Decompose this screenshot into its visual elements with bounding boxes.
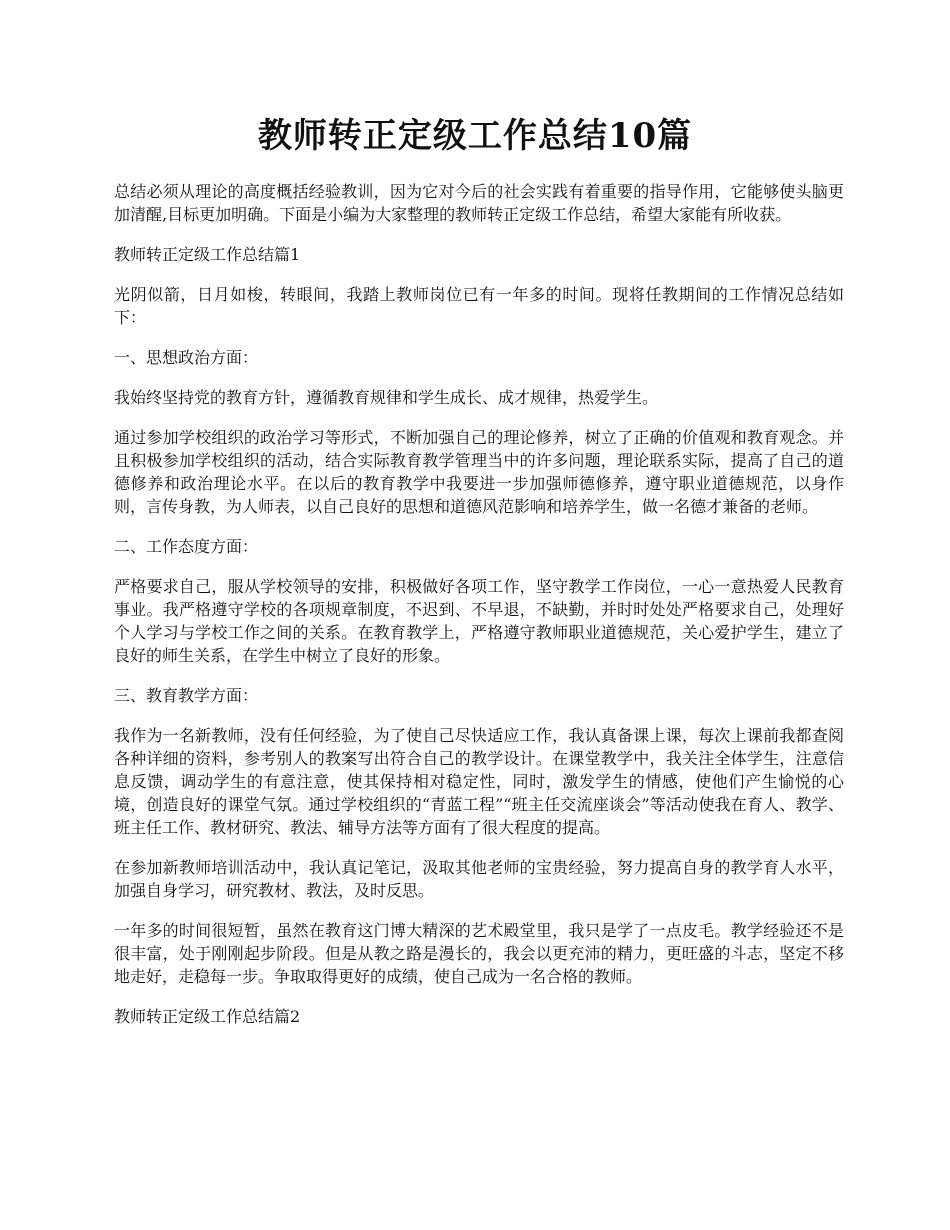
paragraph-political-2: 通过参加学校组织的政治学习等形式，不断加强自己的理论修养，树立了正确的价值观和教育观念。并且积极参加学校组织的活动，结合实际教育教学管理当中的许多问题，理论联系实际，提高了自己的道德修养和政治理论水平。在以后的教育教学中我要进一步加强师德修养，遵守职业道德规范，以身作则，言传身教，为人师表，以自己良好的思想和道德风范影响和培养学生，做一名德才兼备的老师。 (114, 428, 844, 516)
paragraph-political-1: 我始终坚持党的教育方针，遵循教育规律和学生成长、成才规律，热爱学生。 (114, 388, 659, 407)
opening-paragraph: 光阴似箭，日月如梭，转眼间，我踏上教师岗位已有一年多的时间。现将任教期间的工作情况总结如下： (114, 285, 844, 327)
heading-attitude: 二、工作态度方面： (114, 537, 259, 556)
section-title-1: 教师转正定级工作总结篇1 (114, 245, 301, 264)
page-title: 教师转正定级工作总结10篇 (257, 116, 693, 156)
intro-paragraph: 总结必须从理论的高度概括经验教训，因为它对今后的社会实践有着重要的指导作用，它能够使头脑更加清醒,目标更加明确。下面是小编为大家整理的教师转正定级工作总结，希望大家能有所收获。 (114, 182, 844, 224)
heading-teaching: 三、教育教学方面： (114, 686, 259, 705)
paragraph-attitude: 严格要求自己，服从学校领导的安排，积极做好各项工作，坚守教学工作岗位，一心一意热爱人民教育事业。我严格遵守学校的各项规章制度，不迟到、不早退，不缺勤，并时时处处严格要求自己，处理好个人学习与学校工作之间的关系。在教育教学上，严格遵守教师职业道德规范，关心爱护学生，建立了良好的师生关系，在学生中树立了良好的形象。 (114, 577, 844, 665)
document-body (114, 180, 844, 1045)
paragraph-teaching-1: 我作为一名新教师，没有任何经验，为了使自己尽快适应工作，我认真备课上课，每次上课前我都查阅各种详细的资料，参考别人的教案写出符合自己的教学设计。在课堂教学中，我关注全体学生，注意信息反馈，调动学生的有意注意，使其保持相对稳定性，同时，激发学生的情感，使他们产生愉悦的心境，创造良好的课堂气氛。通过学校组织的“青蓝工程”“班主任交流座谈会”等活动使我在育人、教学、班主任工作、教材研究、教法、辅导方法等方面有了很大程度的提高。 (114, 726, 844, 837)
paragraph-teaching-2: 在参加新教师培训活动中，我认真记笔记，汲取其他老师的宝贵经验，努力提高自身的教学育人水平，加强自身学习，研究教材、教法，及时反思。 (114, 858, 844, 900)
paragraph-conclusion: 一年多的时间很短暂，虽然在教育这门博大精深的艺术殿堂里，我只是学了一点皮毛。教学经验还不是很丰富，处于刚刚起步阶段。但是从教之路是漫长的，我会以更充沛的精力，更旺盛的斗志，坚定不移地走好，走稳每一步。争取取得更好的成绩，使自己成为一名合格的教师。 (114, 921, 844, 986)
section-title-2: 教师转正定级工作总结篇2 (114, 1007, 301, 1026)
heading-political: 一、思想政治方面： (114, 348, 259, 367)
